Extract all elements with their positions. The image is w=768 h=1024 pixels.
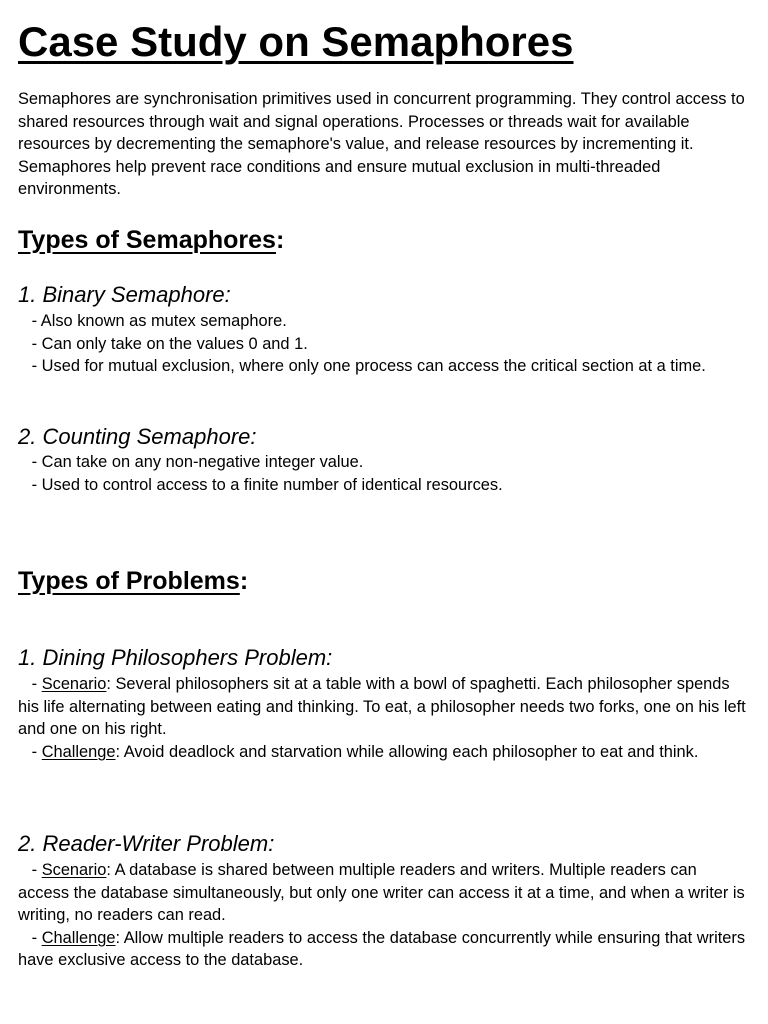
- scenario-text: : Several philosophers sit at a table with a bowl of spaghetti. Each philosopher spends his life alternating between eating and thinking. To eat, a philosopher needs two forks, one on his left and one on his right.: [18, 675, 746, 738]
- section-heading-colon: :: [239, 567, 249, 595]
- challenge-paragraph: [18, 927, 748, 972]
- bullet-text: - Also known as mutex semaphore.: [31, 312, 287, 330]
- scenario-label: Scenario: [41, 861, 107, 879]
- dash: -: [31, 742, 42, 761]
- dash: -: [31, 928, 42, 947]
- bullet-item: [18, 474, 748, 497]
- section-heading-types-of-problems: [18, 565, 248, 597]
- bullet-text: - Used to control access to a finite number of identical resources.: [31, 475, 503, 494]
- section-heading-types-of-semaphores: [18, 224, 284, 256]
- challenge-text: : Avoid deadlock and starvation while allowing each philosopher to eat and think.: [115, 742, 699, 761]
- section-heading-text: Types of Problems: [18, 567, 240, 595]
- scenario-text: : A database is shared between multiple readers and writers. Multiple readers can access the database simultaneously, but only one writer can access it at a time, and when a writer is writing, no readers can read.: [18, 861, 745, 924]
- section-heading-colon: :: [275, 226, 285, 254]
- bullet-text: - Used for mutual exclusion, where only one process can access the critical section at a time.: [31, 357, 706, 375]
- challenge-paragraph: [18, 741, 748, 764]
- scenario-paragraph: [18, 859, 748, 927]
- subheading-reader-writer: 2. Reader-Writer Problem:: [18, 831, 275, 856]
- challenge-label: Challenge: [41, 928, 116, 947]
- subheading-binary-semaphore: 1. Binary Semaphore:: [18, 282, 231, 307]
- dining-philosophers-content: [18, 673, 748, 763]
- bullet-text: - Can only take on the values 0 and 1.: [31, 334, 308, 353]
- scenario-label: Scenario: [41, 675, 107, 693]
- challenge-text: : Allow multiple readers to access the database concurrently while ensuring that writers have exclusive access to the database.: [18, 928, 746, 969]
- bullet-item: [18, 355, 748, 378]
- counting-semaphore-bullets: [18, 451, 748, 496]
- page-title: Case Study on Semaphores: [18, 18, 574, 65]
- subheading-dining-philosophers: 1. Dining Philosophers Problem:: [18, 645, 333, 670]
- reader-writer-content: [18, 859, 748, 972]
- scenario-paragraph: [18, 673, 748, 741]
- dash: -: [31, 675, 42, 693]
- bullet-text: - Can take on any non-negative integer value.: [31, 453, 364, 471]
- bullet-item: [18, 310, 748, 333]
- bullet-item: [18, 451, 748, 474]
- intro-paragraph: Semaphores are synchronisation primitives used in concurrent programming. They control access to shared resources through wait and signal operations. Processes or threads wait for available resources by decrementing the semaphore's value, and release resources by incrementing it. Semaphores help prevent race conditions and ensure mutual exclusion in multi-threaded environments.: [18, 90, 745, 198]
- section-heading-text: Types of Semaphores: [18, 226, 276, 254]
- bullet-item: [18, 333, 748, 356]
- subheading-counting-semaphore: 2. Counting Semaphore:: [18, 424, 257, 449]
- binary-semaphore-bullets: [18, 310, 748, 378]
- challenge-label: Challenge: [41, 742, 116, 761]
- dash: -: [31, 861, 42, 879]
